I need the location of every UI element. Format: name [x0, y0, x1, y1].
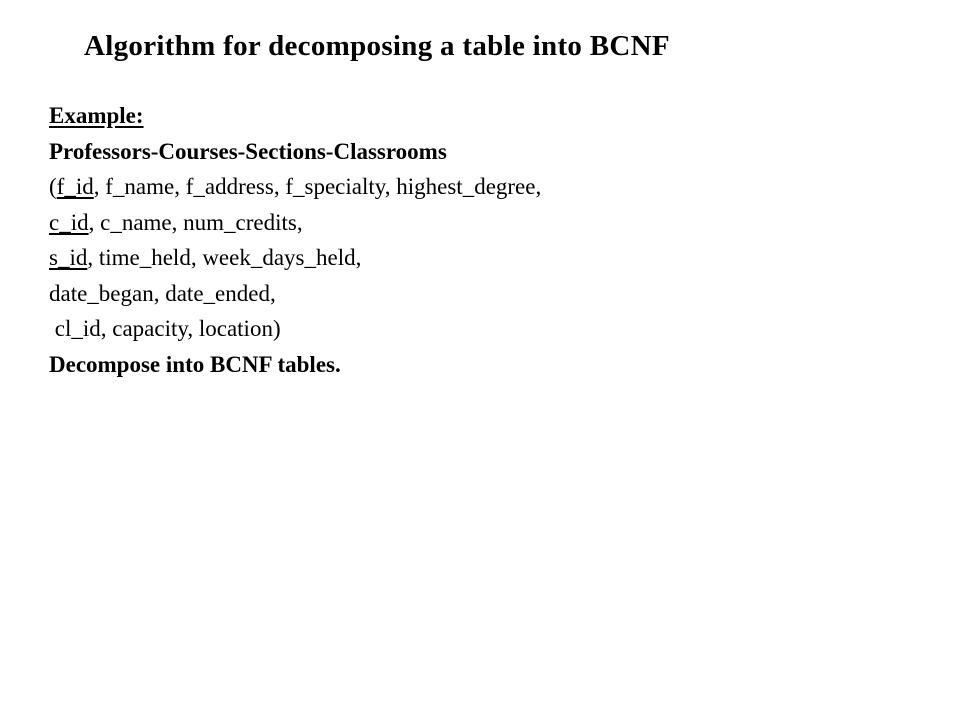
attributes-dates: date_began, date_ended,: [49, 280, 276, 306]
attribute-line-section: [49, 240, 541, 276]
attribute-line-faculty: [49, 169, 541, 205]
attributes-section: , time_held, week_days_held,: [87, 245, 362, 270]
key-attribute-s-id: s_id: [49, 245, 88, 270]
instruction-text: Decompose into BCNF tables.: [49, 351, 341, 377]
attribute-line-dates: [49, 276, 541, 312]
attribute-line-course: [49, 205, 541, 241]
attributes-classroom: cl_id, capacity, location): [49, 316, 281, 341]
key-attribute-c-id: c_id: [49, 209, 89, 235]
slide-title: Algorithm for decomposing a table into BCNF: [84, 30, 670, 62]
key-attribute-f-id: f_id: [56, 174, 94, 199]
example-label: Example:: [49, 103, 144, 128]
attributes-course: , c_name, num_credits,: [88, 209, 303, 235]
relation-name: Professors-Courses-Sections-Classrooms: [49, 138, 447, 164]
open-paren: (: [49, 174, 57, 199]
slide-body: [49, 98, 541, 382]
attributes-faculty: , f_name, f_address, f_specialty, highest_degree,: [93, 174, 542, 199]
attribute-line-classroom: [49, 311, 541, 347]
